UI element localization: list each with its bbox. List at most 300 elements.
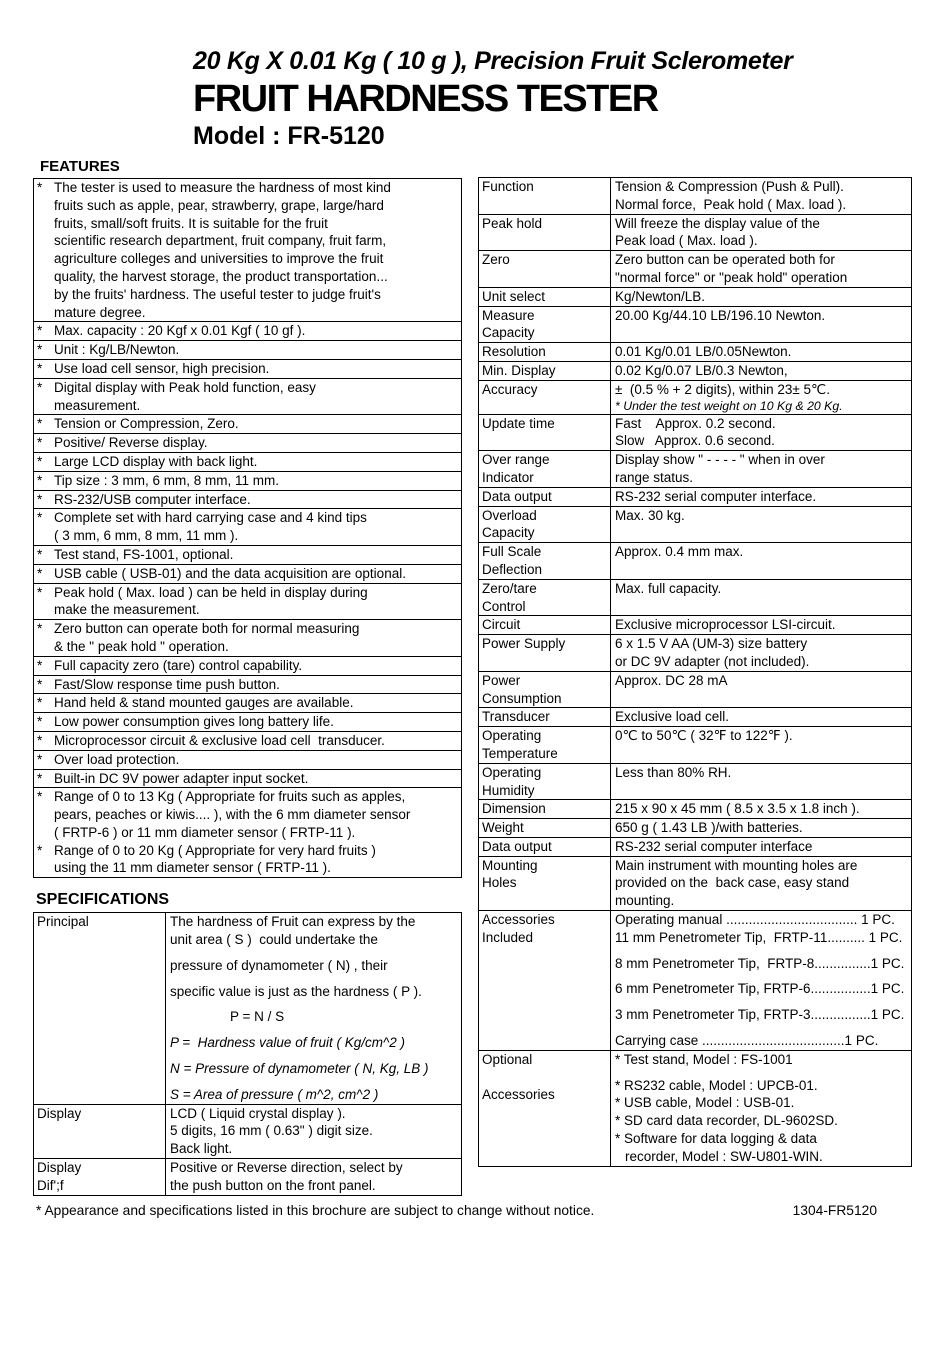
spec-label-line: Peak hold	[482, 215, 543, 231]
spec-value-line: * Software for data logging & data	[615, 1131, 817, 1147]
spec-value	[611, 288, 911, 306]
spec-label-line: Optional	[482, 1051, 533, 1067]
text-line: Use load cell sensor, high precision.	[54, 360, 270, 376]
spec-value	[611, 1051, 911, 1166]
spec-row	[479, 414, 911, 451]
spec-value-line: Tension & Compression (Push & Pull).	[615, 179, 844, 194]
spec-value-line: Display show " - - - - " when in over	[615, 452, 825, 468]
spec-label-line: Dimension	[482, 801, 546, 817]
spec-row	[479, 450, 911, 487]
spec-label	[479, 307, 611, 343]
feature-item	[34, 619, 461, 656]
spec-row	[479, 178, 911, 214]
asterisk-bullet: *	[37, 435, 43, 451]
feature-item	[34, 693, 461, 712]
spec-value-line: Approx. 0.4 mm max.	[615, 544, 744, 560]
feature-text	[54, 546, 457, 564]
text-line: & the " peak hold " operation.	[54, 638, 229, 654]
spec-value-line: 11 mm Penetrometer Tip, FRTP-11.......... 1 PC.	[615, 929, 903, 945]
spec-value-line: Fast Approx. 0.2 second.	[615, 415, 776, 431]
feature-item	[34, 508, 461, 545]
asterisk-bullet: *	[37, 342, 43, 358]
spec-label-line: Capacity	[482, 525, 535, 541]
right-column	[478, 151, 912, 1167]
spec-value	[166, 1159, 461, 1195]
feature-item	[34, 842, 461, 878]
spec-value-line: Will freeze the display value of the	[615, 215, 820, 231]
spec-value-line: Max. 30 kg.	[615, 507, 685, 523]
text-line: Low power consumption gives long battery life.	[54, 714, 334, 730]
text-line: Hand held & stand mounted gauges are available.	[54, 695, 354, 711]
spec-row	[34, 1158, 461, 1195]
spec-row	[479, 726, 911, 763]
spec-row	[479, 250, 911, 287]
spec-value-line: * SD card data recorder, DL-9602SD.	[615, 1113, 838, 1129]
spec-value-line: 6 mm Penetrometer Tip, FRTP-6................1 PC.	[615, 981, 905, 997]
spec-label-line: Accessories	[482, 912, 555, 928]
spec-value-line: 215 x 90 x 45 mm ( 8.5 x 3.5 x 1.8 inch ).	[615, 801, 860, 817]
spec-value-line: Less than 80% RH.	[615, 764, 732, 780]
spec-label-line: Holes	[482, 875, 517, 891]
spec-row	[479, 1050, 911, 1166]
spec-row	[479, 579, 911, 616]
text-line: using the 11 mm diameter sensor ( FRTP-11 ).	[54, 860, 331, 876]
asterisk-bullet: *	[37, 751, 43, 767]
spec-value-line: The hardness of Fruit can express by the	[170, 914, 416, 930]
feature-text	[54, 509, 457, 545]
spec-label-line: Resolution	[482, 344, 546, 360]
spec-label	[34, 1159, 166, 1195]
spec-label	[479, 857, 611, 910]
text-line: Range of 0 to 13 Kg ( Appropriate for fruits such as apples,	[54, 789, 406, 805]
spec-row	[479, 380, 911, 414]
feature-text	[54, 676, 457, 694]
spec-label-line: Indicator	[482, 469, 534, 485]
spec-value-line: Back light.	[170, 1141, 233, 1157]
spec-label	[479, 708, 611, 726]
text-line: Microprocessor circuit & exclusive load cell transducer.	[54, 732, 385, 748]
feature-item	[34, 471, 461, 490]
spec-row	[479, 799, 911, 818]
spec-label	[479, 507, 611, 543]
text-line: make the measurement.	[54, 602, 200, 618]
spec-value-line: range status.	[615, 469, 694, 485]
text-line: mature degree.	[54, 304, 146, 320]
spec-label-line: Function	[482, 179, 534, 194]
spec-label-line: Zero	[482, 252, 510, 268]
spec-label-line: Update time	[482, 415, 555, 431]
footer-note: * Appearance and specifications listed in this brochure are subject to change without notice.	[36, 1202, 595, 1218]
feature-text	[54, 434, 457, 452]
feature-item	[34, 787, 461, 841]
spec-row	[479, 856, 911, 910]
spec-value-line: Operating manual ................................... 1 PC.	[615, 912, 895, 928]
spec-value-line: 8 mm Penetrometer Tip, FRTP-8...............1 PC.	[615, 955, 905, 971]
spec-row	[479, 506, 911, 543]
spec-label	[479, 764, 611, 800]
feature-text	[54, 584, 457, 620]
feature-text	[54, 713, 457, 731]
text-line: Range of 0 to 20 Kg ( Appropriate for very hard fruits )	[54, 842, 376, 858]
feature-text	[54, 842, 457, 878]
spec-label-line: Accessories	[482, 1087, 555, 1103]
feature-text	[54, 788, 457, 841]
spec-value	[611, 616, 911, 634]
spec-row	[479, 707, 911, 726]
spec-label-line: Power	[482, 672, 521, 688]
asterisk-bullet: *	[37, 416, 43, 432]
spec-row	[479, 763, 911, 800]
text-line: Complete set with hard carrying case and 4 kind tips	[54, 510, 367, 526]
text-line: Tip size : 3 mm, 6 mm, 8 mm, 11 mm.	[54, 472, 280, 488]
text-line: Digital display with Peak hold function, easy	[54, 379, 316, 395]
text-line: ( FRTP-6 ) or 11 mm diameter sensor ( FRTP-11 ).	[54, 824, 356, 840]
feature-item	[34, 675, 461, 694]
spec-value-line: pressure of dynamometer ( N) , their	[170, 957, 388, 973]
feature-item	[34, 378, 461, 415]
spec-label-line: Included	[482, 929, 534, 945]
spec-label	[479, 911, 611, 1050]
spec-label-line: Circuit	[482, 617, 521, 633]
spec-row	[479, 361, 911, 380]
asterisk-bullet: *	[37, 621, 43, 637]
text-line: measurement.	[54, 397, 141, 413]
feature-text	[54, 472, 457, 490]
spec-row	[479, 287, 911, 306]
spec-label-line: Measure	[482, 307, 535, 323]
text-line: Large LCD display with back light.	[54, 453, 258, 469]
spec-value-line: 0.01 Kg/0.01 LB/0.05Newton.	[615, 344, 792, 360]
spec-label-line: Deflection	[482, 561, 543, 577]
text-line: Built-in DC 9V power adapter input socket.	[54, 770, 309, 786]
spec-label	[479, 381, 611, 414]
spec-row	[479, 542, 911, 579]
spec-label-line: Mounting	[482, 857, 538, 873]
spec-value-line: Normal force, Peak hold ( Max. load ).	[615, 196, 847, 212]
spec-row	[479, 671, 911, 708]
document-header	[0, 0, 943, 151]
spec-value-line: mounting.	[615, 893, 675, 909]
spec-label-line: Humidity	[482, 782, 535, 798]
spec-value	[611, 819, 911, 837]
text-line: agriculture colleges and universities to improve the fruit	[54, 251, 384, 267]
features-table	[33, 178, 462, 878]
asterisk-bullet: *	[37, 657, 43, 673]
spec-value	[611, 178, 911, 214]
text-line: RS-232/USB computer interface.	[54, 491, 251, 507]
spec-row	[479, 342, 911, 361]
asterisk-bullet: *	[37, 379, 43, 395]
spec-value	[611, 381, 911, 414]
spec-row	[479, 818, 911, 837]
spec-value-line: unit area ( S ) could undertake the	[170, 932, 378, 948]
feature-text	[54, 179, 457, 321]
spec-value-line: Main instrument with mounting holes are	[615, 857, 858, 873]
spec-label	[479, 580, 611, 616]
doc-model: Model : FR-5120	[193, 122, 385, 150]
asterisk-bullet: *	[37, 491, 43, 507]
spec-row	[479, 487, 911, 506]
feature-item	[34, 731, 461, 750]
spec-row	[479, 634, 911, 671]
asterisk-bullet: *	[37, 565, 43, 581]
spec-value	[611, 488, 911, 506]
features-heading: FEATURES	[40, 158, 120, 175]
spec-label-line: Display	[37, 1105, 82, 1121]
spec-value	[611, 507, 911, 543]
spec-label-line: Power Supply	[482, 636, 566, 652]
spec-value-line: 6 x 1.5 V AA (UM-3) size battery	[615, 636, 808, 652]
spec-value-line: S = Area of pressure ( m^2, cm^2 )	[170, 1086, 379, 1102]
spec-label-line: Data output	[482, 838, 552, 854]
feature-item	[34, 179, 461, 321]
feature-text	[54, 620, 457, 656]
asterisk-bullet: *	[37, 584, 43, 600]
feature-text	[54, 694, 457, 712]
spec-label-line: Display	[37, 1160, 82, 1176]
spec-label	[479, 415, 611, 451]
spec-value-line: Max. full capacity.	[615, 580, 722, 596]
spec-value-line: Approx. DC 28 mA	[615, 672, 728, 688]
spec-row	[479, 615, 911, 634]
feature-item	[34, 414, 461, 433]
asterisk-bullet: *	[37, 453, 43, 469]
spec-value-line: "normal force" or "peak hold" operation	[615, 269, 848, 285]
spec-label	[479, 819, 611, 837]
feature-text	[54, 770, 457, 788]
asterisk-bullet: *	[37, 180, 43, 195]
spec-value	[611, 415, 911, 451]
spec-label-line: Data output	[482, 488, 552, 504]
spec-label	[34, 1105, 166, 1158]
spec-label	[479, 343, 611, 361]
asterisk-bullet: *	[37, 789, 43, 805]
asterisk-bullet: *	[37, 360, 43, 376]
asterisk-bullet: *	[37, 695, 43, 711]
spec-label-line: Control	[482, 598, 526, 614]
feature-text	[54, 491, 457, 509]
feature-text	[54, 751, 457, 769]
spec-label-line: Consumption	[482, 690, 562, 706]
spec-label	[479, 672, 611, 708]
doc-title: FRUIT HARDNESS TESTER	[193, 78, 658, 120]
text-line: by the fruits' hardness. The useful tester to judge fruit's	[54, 286, 381, 302]
text-line: Tension or Compression, Zero.	[54, 416, 239, 432]
footer	[0, 1196, 943, 1220]
spec-value-line: N = Pressure of dynamometer ( N, Kg, LB )	[170, 1061, 429, 1077]
spec-label	[479, 838, 611, 856]
spec-label	[479, 178, 611, 214]
spec-value-line: 650 g ( 1.43 LB )/with batteries.	[615, 820, 803, 836]
feature-item	[34, 712, 461, 731]
spec-label-line: Over range	[482, 452, 550, 468]
spec-value	[611, 800, 911, 818]
spec-value-line: 0.02 Kg/0.07 LB/0.3 Newton,	[615, 362, 788, 378]
feature-item	[34, 769, 461, 788]
spec-value-line: specific value is just as the hardness ( P ).	[170, 983, 422, 999]
spec-value-line: the push button on the front panel.	[170, 1177, 376, 1193]
spec-value-line: * Under the test weight on 10 Kg & 20 Kg.	[615, 398, 843, 413]
feature-item	[34, 750, 461, 769]
spec-label	[479, 215, 611, 251]
text-line: Full capacity zero (tare) control capability.	[54, 657, 303, 673]
spec-row	[479, 910, 911, 1050]
feature-item	[34, 359, 461, 378]
spec-row	[479, 837, 911, 856]
spec-label-line: Capacity	[482, 325, 535, 341]
feature-item	[34, 564, 461, 583]
asterisk-bullet: *	[37, 770, 43, 786]
spec-label	[479, 362, 611, 380]
spec-label-line: Operating	[482, 728, 542, 744]
feature-text	[54, 322, 457, 340]
spec-value	[611, 708, 911, 726]
spec-label-line: Transducer	[482, 709, 550, 725]
text-line: Positive/ Reverse display.	[54, 435, 208, 451]
text-line: Unit : Kg/LB/Newton.	[54, 342, 180, 358]
spec-label	[34, 913, 166, 1103]
text-line: fruits such as apple, pear, strawberry, grape, large/hard	[54, 197, 384, 213]
text-line: ( 3 mm, 6 mm, 8 mm, 11 mm ).	[54, 528, 239, 544]
asterisk-bullet: *	[37, 842, 43, 858]
left-column	[33, 151, 462, 1196]
feature-text	[54, 360, 457, 378]
asterisk-bullet: *	[37, 510, 43, 526]
feature-item	[34, 656, 461, 675]
spec-label	[479, 251, 611, 287]
spec-label	[479, 1051, 611, 1166]
spec-value	[611, 764, 911, 800]
spec-value-line: RS-232 serial computer interface.	[615, 488, 817, 504]
spec-value-line: RS-232 serial computer interface	[615, 838, 813, 854]
spec-label	[479, 488, 611, 506]
feature-text	[54, 657, 457, 675]
specifications-heading: SPECIFICATIONS	[36, 891, 170, 909]
text-line: fruits, small/soft fruits. It is suitable for the fruit	[54, 215, 328, 231]
spec-value-line: Kg/Newton/LB.	[615, 288, 706, 304]
spec-value	[611, 857, 911, 910]
text-line: Zero button can operate both for normal measuring	[54, 621, 360, 637]
feature-text	[54, 565, 457, 583]
spec-value-line: * USB cable, Model : USB-01.	[615, 1095, 795, 1111]
spec-label-line: Operating	[482, 764, 542, 780]
spec-value	[611, 635, 911, 671]
spec-value-line: 20.00 Kg/44.10 LB/196.10 Newton.	[615, 307, 826, 323]
feature-item	[34, 452, 461, 471]
feature-item	[34, 433, 461, 452]
text-line: Max. capacity : 20 Kgf x 0.01 Kgf ( 10 gf ).	[54, 323, 306, 339]
asterisk-bullet: *	[37, 676, 43, 692]
spec-value-line: * Test stand, Model : FS-1001	[615, 1051, 793, 1067]
spec-value	[611, 911, 911, 1050]
spec-row	[479, 214, 911, 251]
spec-label	[479, 635, 611, 671]
spec-value-line: Peak load ( Max. load ).	[615, 233, 758, 249]
feature-text	[54, 341, 457, 359]
text-line: The tester is used to measure the hardness of most kind	[54, 180, 391, 195]
spec-value	[611, 672, 911, 708]
spec-value	[611, 543, 911, 579]
spec-row	[34, 1104, 461, 1158]
spec-label	[479, 288, 611, 306]
asterisk-bullet: *	[37, 472, 43, 488]
spec-value-line: Exclusive load cell.	[615, 709, 730, 725]
spec-label-line: Principal	[37, 914, 89, 930]
feature-text	[54, 379, 457, 415]
text-line: pears, peaches or kiwis.... ), with the 6 mm diameter sensor	[54, 807, 411, 823]
spec-label	[479, 451, 611, 487]
spec-label-line: Min. Display	[482, 362, 556, 378]
spec-value-line: 5 digits, 16 mm ( 0.63" ) digit size.	[170, 1123, 373, 1139]
spec-label	[479, 616, 611, 634]
spec-label-line: Zero/tare	[482, 580, 537, 596]
text-line: USB cable ( USB-01) and the data acquisition are optional.	[54, 565, 406, 581]
spec-value-line: 0℃ to 50℃ ( 32℉ to 122℉ ).	[615, 728, 793, 744]
spec-value	[611, 838, 911, 856]
text-line: scientific research department, fruit company, fruit farm,	[54, 233, 387, 249]
spec-value	[611, 215, 911, 251]
spec-value	[611, 362, 911, 380]
spec-value	[611, 307, 911, 343]
spec-label-line: Temperature	[482, 745, 558, 761]
right-spec-table	[478, 177, 912, 1167]
spec-value	[166, 913, 461, 1103]
spec-label-line: Dif';f	[37, 1177, 64, 1193]
specifications-table	[33, 912, 462, 1195]
spec-value	[611, 580, 911, 616]
spec-value-line: LCD ( Liquid crystal display ).	[170, 1105, 346, 1121]
spec-label	[479, 543, 611, 579]
spec-value-line: or DC 9V adapter (not included).	[615, 653, 810, 669]
asterisk-bullet: *	[37, 732, 43, 748]
spec-value	[611, 451, 911, 487]
feature-item	[34, 545, 461, 564]
spec-label-line	[482, 1069, 607, 1087]
asterisk-bullet: *	[37, 323, 43, 339]
text-line: Over load protection.	[54, 751, 180, 767]
spec-value	[166, 1105, 461, 1158]
feature-item	[34, 321, 461, 340]
asterisk-bullet: *	[37, 714, 43, 730]
spec-label-line: Overload	[482, 507, 537, 523]
feature-item	[34, 583, 461, 620]
spec-value-line: 3 mm Penetrometer Tip, FRTP-3................1 PC.	[615, 1007, 905, 1023]
spec-value	[611, 727, 911, 763]
spec-label-line: Full Scale	[482, 544, 542, 560]
spec-value-line: ± (0.5 % + 2 digits), within 23± 5℃.	[615, 381, 830, 397]
doc-code: 1304-FR5120	[792, 1202, 877, 1218]
spec-value-line: provided on the back case, easy stand	[615, 875, 850, 891]
feature-item	[34, 490, 461, 509]
asterisk-bullet: *	[37, 546, 43, 562]
content-columns	[0, 151, 943, 1196]
spec-value-line: Carrying case ......................................1 PC.	[615, 1033, 879, 1049]
spec-value	[611, 343, 911, 361]
spec-row	[34, 913, 461, 1103]
spec-value-line: Positive or Reverse direction, select by	[170, 1160, 403, 1176]
text-line: Fast/Slow response time push button.	[54, 676, 280, 692]
spec-label-line: Weight	[482, 820, 524, 836]
spec-label	[479, 727, 611, 763]
spec-value	[611, 251, 911, 287]
spec-row	[479, 306, 911, 343]
spec-value-line: Zero button can be operated both for	[615, 252, 835, 268]
text-line: quality, the harvest storage, the product transportation...	[54, 268, 388, 284]
text-line: Test stand, FS-1001, optional.	[54, 546, 234, 562]
spec-label	[479, 800, 611, 818]
feature-text	[54, 453, 457, 471]
doc-subtitle: 20 Kg X 0.01 Kg ( 10 g ), Precision Fruit Sclerometer	[193, 47, 793, 75]
